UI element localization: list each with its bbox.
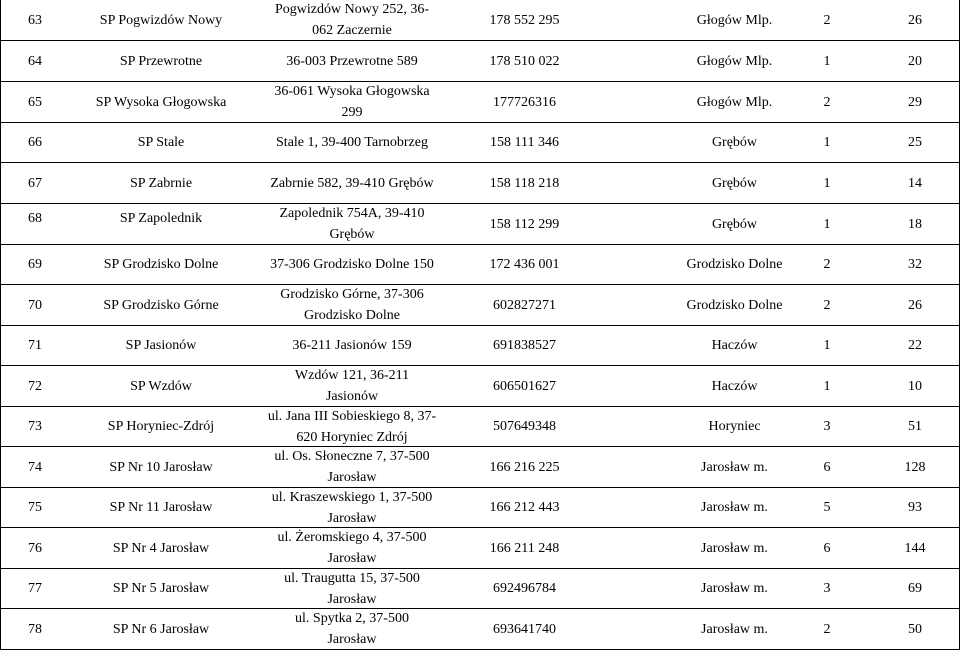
gmina: Jarosław m. <box>701 581 768 596</box>
school-address <box>252 204 452 244</box>
row-number: 76 <box>28 540 42 556</box>
school-name: SP Pogwizdów Nowy <box>99 12 223 28</box>
school-name: SP Nr 10 Jarosław <box>109 459 213 475</box>
address-line-1: ul. Jana III Sobieskiego 8, 37- <box>267 408 437 424</box>
table-row <box>0 41 960 81</box>
phone-number: 178 510 022 <box>489 53 560 69</box>
count-a: 2 <box>823 621 831 637</box>
phone-number: 166 212 443 <box>489 500 560 515</box>
address-line-2: 062 Zaczernie <box>312 23 392 38</box>
gmina: Haczów <box>711 378 758 394</box>
address-line-2: Jasionów <box>325 389 379 404</box>
school-address: 37-306 Grodzisko Dolne 150 <box>270 257 434 272</box>
school-name: SP Jasionów <box>125 338 197 353</box>
table-row <box>0 204 960 244</box>
count-a: 3 <box>823 581 831 596</box>
school-address <box>252 569 452 608</box>
address-line-2: Grodzisko Dolne <box>303 308 401 323</box>
count-a: 2 <box>823 94 831 110</box>
count-a: 1 <box>823 338 831 353</box>
address-line-1: ul. Kraszewskiego 1, 37-500 <box>271 489 433 505</box>
row-number: 67 <box>28 175 42 191</box>
gmina: Grębów <box>711 216 758 232</box>
school-name: SP Zapolednik <box>119 211 203 226</box>
gmina: Haczów <box>711 338 758 353</box>
table-row <box>0 245 960 284</box>
phone-number: 172 436 001 <box>489 257 560 272</box>
count-b: 32 <box>908 257 922 272</box>
table-row <box>0 528 960 568</box>
count-a: 2 <box>823 297 831 313</box>
address-line-1: ul. Żeromskiego 4, 37-500 <box>277 530 427 545</box>
gmina: Grębów <box>711 175 758 191</box>
address-line-2: Jarosław <box>327 591 377 607</box>
school-address <box>252 528 452 568</box>
count-b: 69 <box>908 581 922 596</box>
school-name: SP Przewrotne <box>119 53 203 69</box>
school-name: SP Grodzisko Dolne <box>103 257 219 272</box>
phone-number: 166 216 225 <box>489 459 560 475</box>
phone-number: 166 211 248 <box>489 540 560 556</box>
count-a: 3 <box>823 419 831 434</box>
address-line-2: 299 <box>341 105 363 120</box>
school-name: SP Nr 4 Jarosław <box>112 540 210 556</box>
count-b: 29 <box>908 94 922 110</box>
school-name: SP Stale <box>137 135 185 150</box>
count-b: 144 <box>904 540 926 556</box>
phone-number: 602827271 <box>493 297 556 313</box>
count-b: 22 <box>908 338 922 353</box>
count-b: 50 <box>908 621 922 637</box>
table-row <box>0 123 960 162</box>
school-name: SP Nr 6 Jarosław <box>112 621 210 637</box>
gmina: Jarosław m. <box>701 459 768 475</box>
table-row <box>0 163 960 203</box>
school-address: 36-003 Przewrotne 589 <box>286 53 418 69</box>
count-a: 1 <box>823 53 831 69</box>
address-line-1: Pogwizdów Nowy 252, 36- <box>275 2 429 17</box>
school-name: SP Zabrnie <box>129 175 193 191</box>
count-a: 6 <box>823 540 831 556</box>
gmina: Głogów Mlp. <box>696 12 773 28</box>
school-name: SP Grodzisko Górne <box>103 297 219 313</box>
table-row <box>0 366 960 406</box>
address-line-1: ul. Os. Słoneczne 7, 37-500 <box>274 449 430 464</box>
row-number: 65 <box>28 94 42 110</box>
count-a: 2 <box>823 257 831 272</box>
school-name: SP Horyniec-Zdrój <box>107 419 215 434</box>
school-name: SP Nr 5 Jarosław <box>112 581 210 596</box>
row-number: 69 <box>28 257 42 272</box>
row-number: 71 <box>28 338 42 353</box>
phone-number: 158 111 346 <box>490 135 559 150</box>
count-b: 26 <box>908 297 922 313</box>
count-a: 1 <box>823 216 831 232</box>
count-b: 18 <box>908 216 922 232</box>
phone-number: 606501627 <box>493 378 556 394</box>
school-address <box>252 609 452 649</box>
table-row <box>0 285 960 325</box>
row-number: 63 <box>28 12 42 28</box>
row-number: 78 <box>28 621 42 637</box>
table-row <box>0 447 960 487</box>
count-a: 2 <box>823 12 831 28</box>
table-row <box>0 609 960 649</box>
address-line-1: Zapolednik 754A, 39-410 <box>279 206 425 221</box>
count-b: 10 <box>908 378 922 394</box>
school-address <box>252 488 452 527</box>
address-line-1: Grodzisko Górne, 37-306 <box>280 287 424 302</box>
school-name: SP Wysoka Głogowska <box>95 94 227 110</box>
table-row <box>0 82 960 122</box>
count-a: 1 <box>823 378 831 394</box>
row-number: 70 <box>28 297 42 313</box>
table-row <box>0 569 960 608</box>
address-line-2: Jarosław <box>327 551 377 566</box>
phone-number: 691838527 <box>493 338 556 353</box>
count-a: 1 <box>823 135 831 150</box>
table-row <box>0 488 960 527</box>
school-address: Zabrnie 582, 39-410 Grębów <box>270 175 434 191</box>
table-row <box>0 326 960 365</box>
school-address <box>252 0 452 40</box>
address-line-1: ul. Traugutta 15, 37-500 <box>284 570 420 586</box>
phone-number: 177726316 <box>493 94 556 110</box>
address-line-2: Jarosław <box>327 632 377 647</box>
address-line-2: Jarosław <box>327 470 377 485</box>
phone-number: 178 552 295 <box>489 12 560 28</box>
phone-number: 158 118 218 <box>489 175 560 191</box>
count-a: 1 <box>823 175 831 191</box>
school-address <box>252 82 452 122</box>
count-b: 26 <box>908 12 922 28</box>
row-number: 64 <box>28 53 42 69</box>
count-b: 14 <box>908 175 922 191</box>
gmina: Jarosław m. <box>701 621 768 637</box>
count-b: 93 <box>908 500 922 515</box>
gmina: Grębów <box>711 135 758 150</box>
address-line-1: 36-061 Wysoka Głogowska <box>274 84 430 99</box>
school-address: 36-211 Jasionów 159 <box>292 338 412 353</box>
count-a: 5 <box>823 500 831 515</box>
row-number: 75 <box>28 500 42 515</box>
address-line-2: Jarosław <box>327 510 377 526</box>
row-number: 72 <box>28 378 42 394</box>
address-line-2: Grębów <box>329 227 375 242</box>
school-address <box>252 447 452 487</box>
school-address <box>252 407 452 446</box>
count-b: 20 <box>908 53 922 69</box>
address-line-1: ul. Spytka 2, 37-500 <box>295 611 409 626</box>
count-b: 25 <box>908 135 922 150</box>
gmina: Grodzisko Dolne <box>686 257 783 272</box>
school-address <box>252 285 452 325</box>
count-b: 51 <box>908 419 922 434</box>
gmina: Grodzisko Dolne <box>686 297 783 313</box>
address-line-2: 620 Horyniec Zdrój <box>296 429 408 445</box>
gmina: Jarosław m. <box>701 540 768 556</box>
count-b: 128 <box>904 459 926 475</box>
row-number: 77 <box>28 581 42 596</box>
row-number: 68 <box>28 211 42 226</box>
address-line-1: Wzdów 121, 36-211 <box>294 368 410 383</box>
count-a: 6 <box>823 459 831 475</box>
table-row <box>0 407 960 446</box>
school-name: SP Nr 11 Jarosław <box>109 500 213 515</box>
table-row <box>0 0 960 40</box>
phone-number: 507649348 <box>493 419 556 434</box>
phone-number: 692496784 <box>493 581 556 596</box>
row-number: 74 <box>28 459 42 475</box>
row-number: 73 <box>28 419 42 434</box>
gmina: Głogów Mlp. <box>696 53 773 69</box>
phone-number: 158 112 299 <box>489 216 560 232</box>
gmina: Głogów Mlp. <box>696 94 773 110</box>
gmina: Horyniec <box>708 419 761 434</box>
gmina: Jarosław m. <box>701 500 768 515</box>
row-number: 66 <box>28 135 42 150</box>
school-address: Stale 1, 39-400 Tarnobrzeg <box>276 135 428 150</box>
school-address <box>252 366 452 406</box>
phone-number: 693641740 <box>493 621 556 637</box>
school-name: SP Wzdów <box>130 378 192 394</box>
